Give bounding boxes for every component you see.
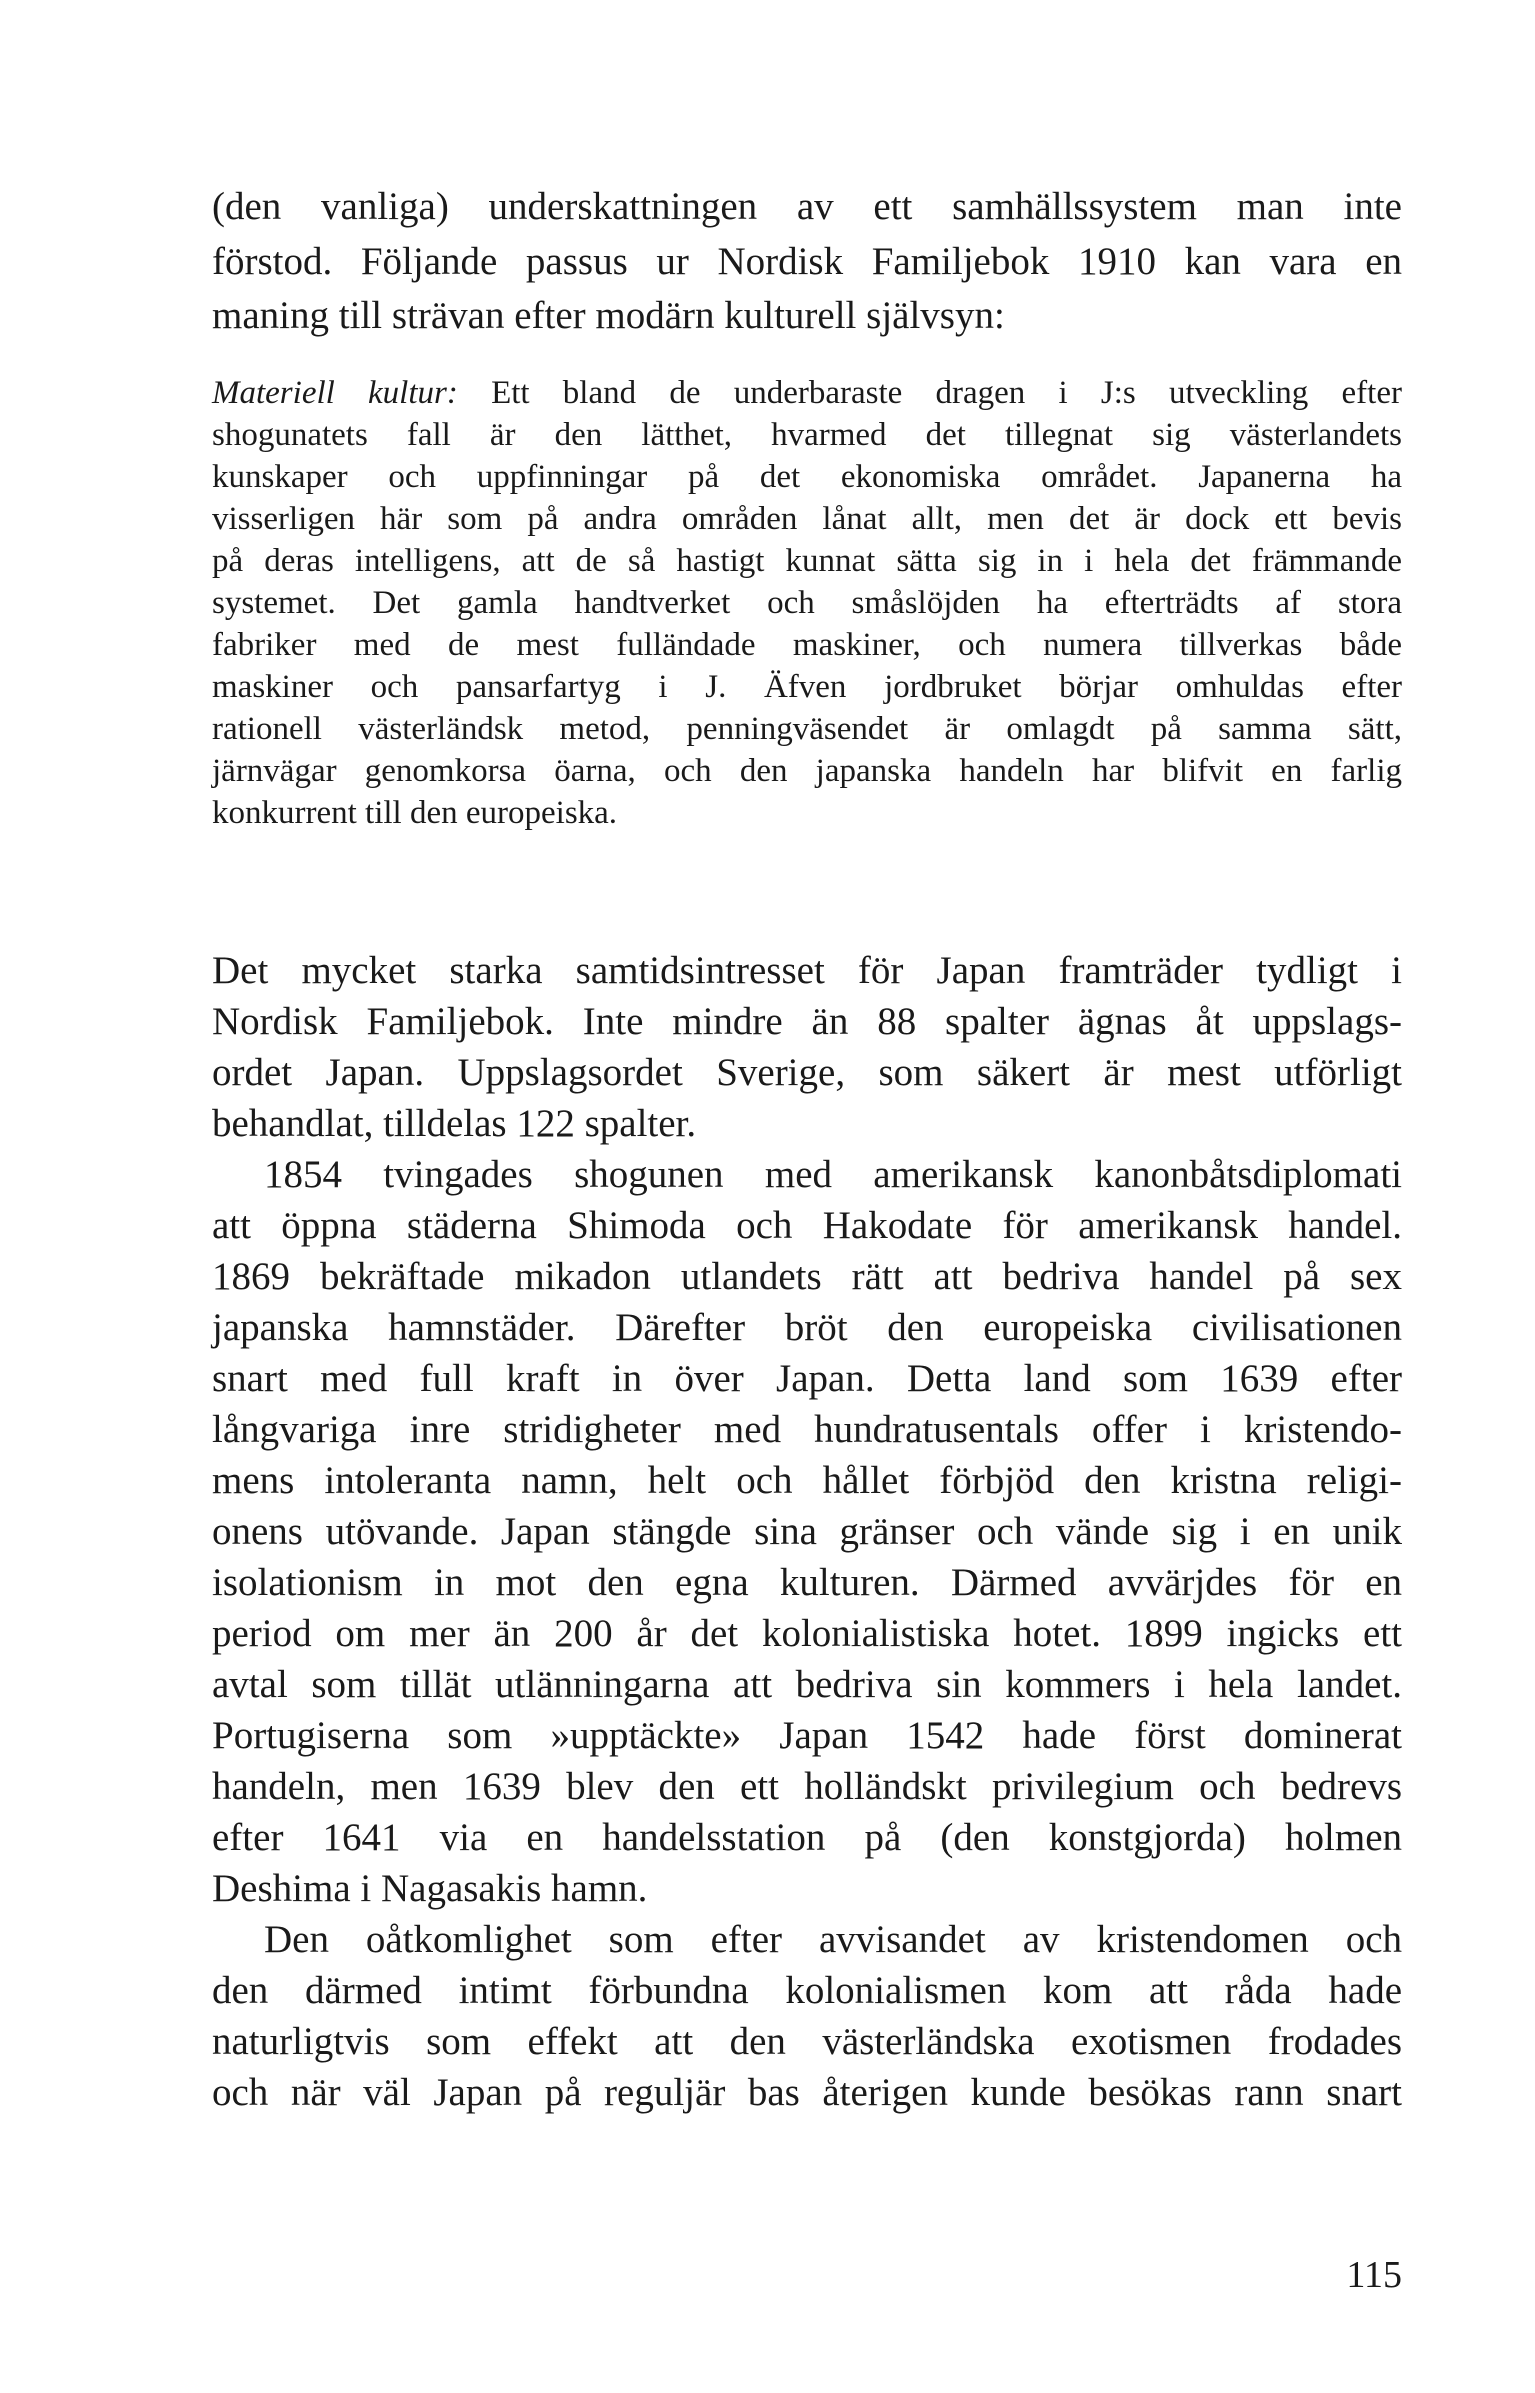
text-line: långvariga inre stridigheter med hundratusentals offer i kristendo- [212,1408,1402,1451]
text-line: japanska hamnstäder. Därefter bröt den europeiska civilisationen [212,1306,1402,1349]
text-line: 1854 tvingades shogunen med amerikansk kanonbåtsdiplomati [264,1153,1402,1196]
text-line: den därmed intimt förbundna kolonialismen kom att råda hade [212,1969,1402,2012]
quote-first-line [212,372,1402,414]
text-line: efter 1641 via en handelsstation på (den konstgjorda) holmen [212,1816,1402,1859]
text-line: Det mycket starka samtidsintresset för Japan framträder tydligt i [212,949,1402,992]
text-line: naturligtvis som effekt att den västerländska exotismen frodades [212,2020,1402,2063]
text-line: isolationism in mot den egna kulturen. Därmed avvärjdes för en [212,1561,1402,1604]
text-line: avtal som tillät utlänningarna att bedriva sin kommers i hela landet. [212,1663,1402,1706]
paragraph-1 [212,945,1402,1149]
text-line: handeln, men 1639 blev den ett holländskt privilegium och bedrevs [212,1765,1402,1808]
quote-lead: Materiell kultur: [212,375,458,411]
text-line: Deshima i Nagasakis hamn. [212,1867,648,1910]
quote-line: shogunatets fall är den lätthet, hvarmed det tillegnat sig västerlandets [212,417,1402,453]
paragraph-3 [212,1914,1402,2118]
text-line: snart med full kraft in över Japan. Detta land som 1639 efter [212,1357,1402,1400]
text-line: behandlat, tilldelas 122 spalter. [212,1102,697,1145]
text-line: maning till strävan efter modärn kulturell självsyn: [212,294,1005,337]
quote-line: på deras intelligens, att de så hastigt kunnat sätta sig in i hela det främmande [212,543,1402,579]
paragraph-2 [212,1149,1402,1914]
quote-line: rationell västerländsk metod, penningväsendet är omlagdt på samma sätt, [212,711,1402,747]
text-line: förstod. Följande passus ur Nordisk Familjebok 1910 kan vara en [212,239,1402,283]
quote-line: systemet. Det gamla handtverket och småslöjden ha efterträdts af stora [212,585,1402,621]
text-line: ordet Japan. Uppslagsordet Sverige, som säkert är mest utförligt [212,1051,1402,1094]
text-line: 1869 bekräftade mikadon utlandets rätt att bedriva handel på sex [212,1255,1402,1298]
text-line: Den oåtkomlighet som efter avvisandet av kristendomen och [264,1918,1402,1961]
text-line: att öppna städerna Shimoda och Hakodate för amerikansk handel. [212,1204,1402,1247]
quote-first-line-rest: Ett bland de underbaraste dragen i J:s utveckling efter [457,375,1402,411]
page-number: 115 [1346,2254,1402,2296]
main-text [212,945,1402,2118]
text-line: Portugiserna som »upptäckte» Japan 1542 hade först dominerat [212,1714,1402,1757]
block-quote [212,372,1402,834]
text-line: onens utövande. Japan stängde sina gränser och vände sig i en unik [212,1510,1402,1553]
intro-paragraph [212,180,1402,344]
quote-line: visserligen här som på andra områden lånat allt, men det är dock ett bevis [212,501,1402,537]
text-line: Nordisk Familjebok. Inte mindre än 88 spalter ägnas åt uppslags- [212,1000,1402,1043]
quote-line: kunskaper och uppfinningar på det ekonomiska området. Japanerna ha [212,459,1402,495]
text-line: mens intoleranta namn, helt och hållet förbjöd den kristna religi- [212,1459,1402,1502]
quote-line: maskiner och pansarfartyg i J. Äfven jordbruket börjar omhuldas efter [212,669,1402,705]
quote-line: järnvägar genomkorsa öarna, och den japanska handeln har blifvit en farlig [212,753,1402,789]
text-line: period om mer än 200 år det kolonialistiska hotet. 1899 ingicks ett [212,1612,1402,1655]
text-line: (den vanliga) underskattningen av ett samhällssystem man inte [212,185,1402,228]
quote-line: fabriker med de mest fulländade maskiner, och numera tillverkas både [212,627,1402,663]
text-line: och när väl Japan på reguljär bas återigen kunde besökas rann snart [212,2071,1402,2114]
quote-line: konkurrent till den europeiska. [212,795,618,831]
